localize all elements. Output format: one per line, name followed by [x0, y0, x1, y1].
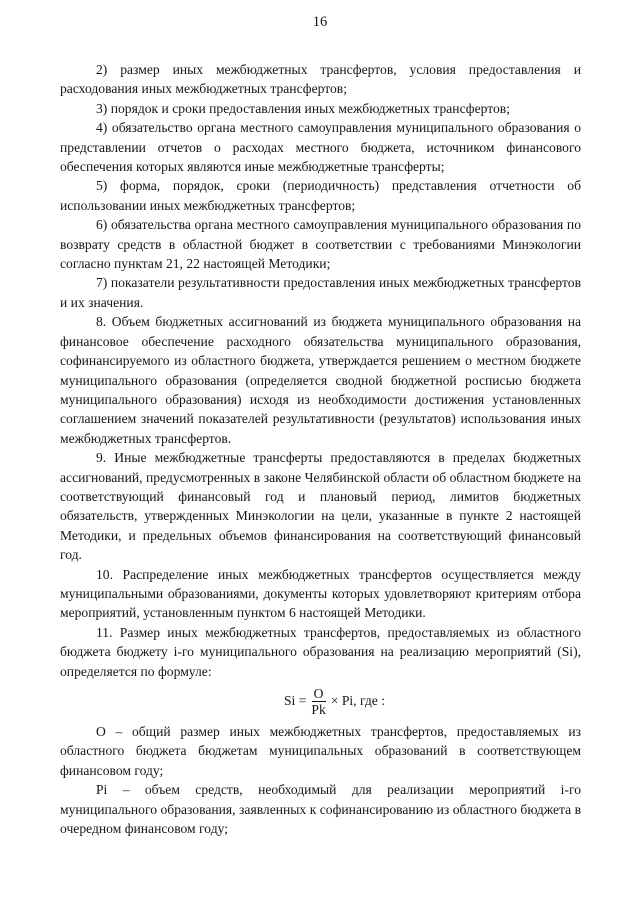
formula-lhs: Si = [284, 693, 307, 709]
paragraph-item-6: 6) обязательства органа местного самоуправления муниципального образования по возврату средств в областной бюджет в соответствии с требованиями Минэкологии согласно пунктам 21, 22 настоящей Методики; [60, 217, 581, 272]
paragraph-item-5: 5) форма, порядок, сроки (периодичность) представления отчетности об использовании иных межбюджетных трансфертов; [60, 178, 581, 213]
formula-rhs: × Pi, где : [330, 693, 385, 709]
paragraph-clause-9: 9. Иные межбюджетные трансферты предоставляются в пределах бюджетных ассигнований, предусмотренных в законе Челябинской области об областном бюджете на соответствующий финансовый год и плановый период, лимитов бюджетных обязательств, утвержденных Минэкологии на цели, указанные в пункте 2 настоящей Методики, и предельных объемов финансирования на соответствующий финансовый год. [60, 450, 581, 563]
paragraph-item-4: 4) обязательство органа местного самоуправления муниципального образования о представлении отчетов о расходах местного бюджета, источником финансового обеспечения которых являются иные межбюджетные трансферты; [60, 120, 581, 175]
formula-fraction [309, 686, 327, 717]
page-number: 16 [312, 14, 328, 30]
paragraph-clause-11: 11. Размер иных межбюджетных трансфертов, предоставляемых из областного бюджета бюджету i-го муниципального образования на реализацию мероприятий (Si), определяется по формуле: [60, 624, 581, 679]
paragraph-clause-8: 8. Объем бюджетных ассигнований из бюджета муниципального образования на финансовое обеспечение расходного обязательства муниципального образования, софинансируемого из областного бюджета, утверждается решением о местном бюджете муниципального образования (определяется сводной бюджетной росписью бюджета муниципального образования) исходя из необходимости достижения установленных соглашением значений показателей результативности (результатов) использования иных межбюджетных трансфертов. [60, 314, 581, 446]
formula-denominator: Pk [311, 701, 326, 717]
paragraph-item-7: 7) показатели результативности предоставления иных межбюджетных трансфертов и их значения. [60, 275, 581, 310]
definition-o: O – общий размер иных межбюджетных трансфертов, предоставляемых из областного бюджета бюджетам муниципальных образований в соответствующем финансовом году; [60, 724, 581, 778]
definition-pi: Pi – объем средств, необходимый для реализации мероприятий i-го муниципального образования, заявленных к софинансированию из областного бюджета в очередном финансовом году; [60, 782, 581, 837]
paragraph-item-3: 3) порядок и сроки предоставления иных межбюджетных трансфертов; [96, 100, 510, 116]
document-body [60, 60, 581, 838]
paragraph-item-2: 2) размер иных межбюджетных трансфертов, условия предоставления и расходования иных межбюджетных трансфертов; [60, 62, 581, 97]
formula [60, 683, 581, 719]
paragraph-clause-10: 10. Распределение иных межбюджетных трансфертов осуществляется между муниципальными образованиями, документы которых удовлетворяют критериям отбора мероприятий, установленным пунктом 6 настоящей Методики. [60, 566, 581, 621]
formula-numerator: O [313, 685, 324, 701]
